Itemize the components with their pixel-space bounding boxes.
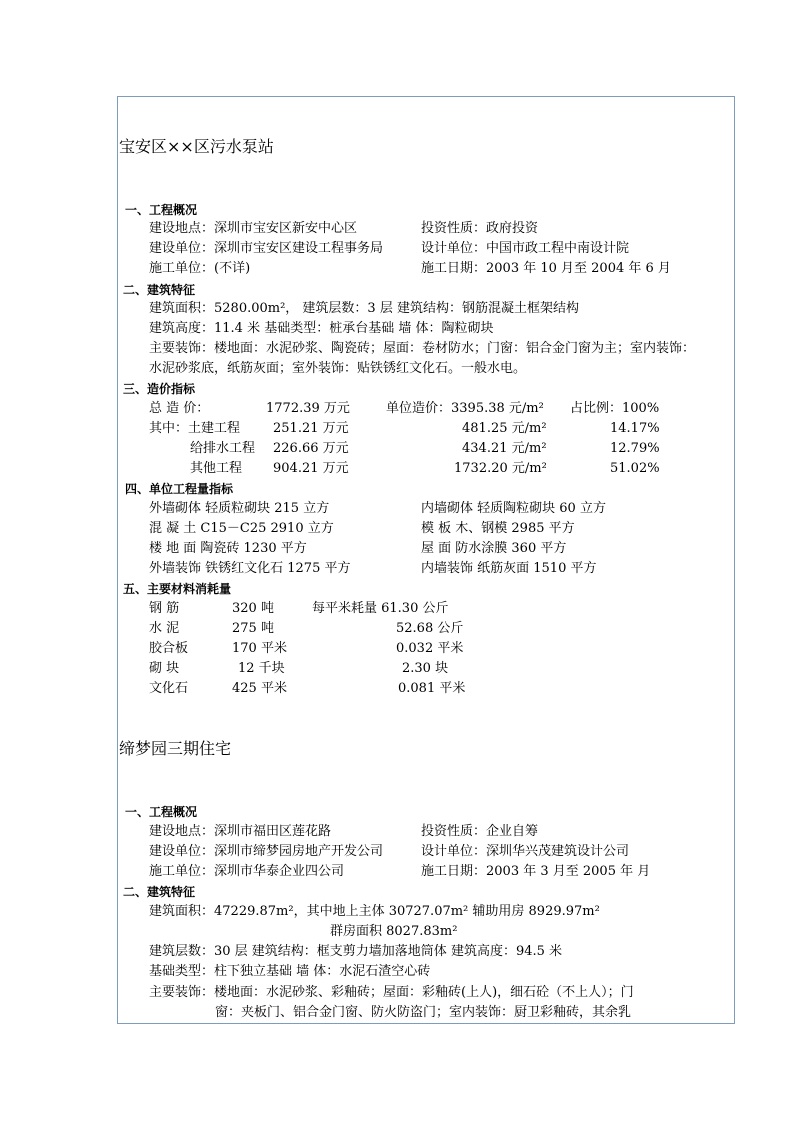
p1-mat-1-per: 每平米耗量 61.30 公斤 bbox=[312, 601, 449, 616]
p1-cost-total-label: 总 造 价： bbox=[149, 401, 210, 416]
p1-mat-2-amount: 275 吨 bbox=[232, 621, 274, 636]
p1-mat-3-name: 胶合板 bbox=[149, 641, 189, 656]
p2-investment-type: 投资性质：企业自筹 bbox=[421, 824, 539, 839]
p2-construction-date: 施工日期：2003 年 3 月至 2005 年 月 bbox=[421, 864, 651, 879]
p1-cost-civil-unit: 481.25 元/m² bbox=[462, 421, 547, 436]
p1-section-materials: 五、主要材料消耗量 bbox=[123, 582, 232, 596]
p1-mat-1-amount: 320 吨 bbox=[232, 601, 274, 616]
p1-cost-total-value: 1772.39 万元 bbox=[266, 401, 350, 416]
p1-qty-4a: 外墙装饰 铁锈红文化石 1275 平方 bbox=[149, 561, 351, 576]
p1-qty-1b: 内墙砌体 轻质陶粒砌块 60 立方 bbox=[421, 501, 606, 516]
p1-construction-unit: 施工单位：(不详) bbox=[149, 261, 251, 276]
p2-construction-unit: 施工单位：深圳市华泰企业四公司 bbox=[149, 864, 345, 879]
p1-mat-3-per: 0.032 平米 bbox=[396, 641, 464, 656]
p1-qty-2a: 混 凝 土 C15－C25 2910 立方 bbox=[149, 521, 334, 536]
p1-cost-other-unit: 1732.20 元/m² bbox=[454, 461, 547, 476]
p2-feature-line-3: 建筑层数：30 层 建筑结构：框支剪力墙加落地筒体 建筑高度：94.5 米 bbox=[149, 944, 563, 959]
p2-feature-line-5: 主要装饰：楼地面：水泥砂浆、彩釉砖；屋面：彩釉砖(上人)，细石砼（不上人）；门 bbox=[149, 985, 634, 1000]
p2-section-features: 二、建筑特征 bbox=[123, 885, 196, 899]
p1-feature-line-1: 建筑面积：5280.00m²， 建筑层数：3 层 建筑结构：钢筋混凝土框架结构 bbox=[149, 301, 579, 316]
p1-cost-unit: 单位造价：3395.38 元/m² bbox=[386, 401, 544, 416]
p1-mat-4-per: 2.30 块 bbox=[402, 661, 449, 676]
p1-build-unit: 建设单位：深圳市宝安区建设工程事务局 bbox=[149, 241, 384, 256]
p2-design-unit: 设计单位：深圳华兴茂建筑设计公司 bbox=[421, 844, 630, 859]
p1-mat-2-name: 水 泥 bbox=[149, 621, 180, 636]
p1-section-quantity: 四、单位工程量指标 bbox=[125, 482, 234, 496]
p2-build-location: 建设地点：深圳市福田区莲花路 bbox=[149, 824, 332, 839]
p1-mat-3-amount: 170 平米 bbox=[232, 641, 287, 656]
p1-cost-civil-ratio: 14.17% bbox=[610, 421, 660, 436]
p1-section-features: 二、建筑特征 bbox=[123, 283, 196, 297]
p1-cost-water-label: 给排水工程 bbox=[190, 441, 256, 456]
p1-qty-3b: 屋 面 防水涂膜 360 平方 bbox=[421, 541, 567, 556]
p1-cost-civil-label: 其中：土建工程 bbox=[149, 421, 241, 436]
p1-qty-1a: 外墙砌体 轻质粒砌块 215 立方 bbox=[149, 501, 330, 516]
p1-cost-water-unit: 434.21 元/m² bbox=[462, 441, 547, 456]
p1-section-overview: 一、工程概况 bbox=[125, 203, 198, 217]
project1-title: 宝安区××区污水泵站 bbox=[119, 137, 274, 156]
p1-design-unit: 设计单位：中国市政工程中南设计院 bbox=[421, 241, 630, 256]
p2-feature-line-4: 基础类型：柱下独立基础 墙 体：水泥石渣空心砖 bbox=[149, 964, 431, 979]
p2-build-unit: 建设单位：深圳市缔梦园房地产开发公司 bbox=[149, 844, 384, 859]
p1-mat-5-amount: 425 平米 bbox=[232, 681, 287, 696]
p2-feature-line-1: 建筑面积：47229.87m²，其中地上主体 30727.07m² 辅助用房 8929.97m² bbox=[149, 904, 600, 919]
p1-build-location: 建设地点：深圳市宝安区新安中心区 bbox=[149, 221, 358, 236]
p1-mat-4-amount: 12 千块 bbox=[238, 661, 285, 676]
p1-qty-3a: 楼 地 面 陶瓷砖 1230 平方 bbox=[149, 541, 307, 556]
p2-feature-line-6: 窗：夹板门、铝合金门窗、防火防盗门；室内装饰：厨卫彩釉砖，其余乳 bbox=[215, 1005, 632, 1020]
p1-section-cost: 三、造价指标 bbox=[123, 382, 196, 396]
p1-mat-5-per: 0.081 平米 bbox=[398, 681, 466, 696]
p1-mat-5-name: 文化石 bbox=[149, 681, 189, 696]
p2-feature-line-2: 群房面积 8027.83m² bbox=[330, 924, 458, 939]
p1-cost-water-value: 226.66 万元 bbox=[273, 441, 349, 456]
p1-mat-4-name: 砌 块 bbox=[149, 661, 180, 676]
project2-title: 缔梦园三期住宅 bbox=[119, 739, 232, 758]
p1-cost-ratio: 占比例：100% bbox=[570, 401, 660, 416]
p1-cost-civil-value: 251.21 万元 bbox=[273, 421, 349, 436]
p1-feature-line-2: 建筑高度：11.4 米 基础类型：桩承台基础 墙 体：陶粒砌块 bbox=[149, 321, 494, 336]
p1-mat-1-name: 钢 筋 bbox=[149, 601, 180, 616]
p1-cost-other-label: 其他工程 bbox=[190, 461, 243, 476]
p1-cost-other-ratio: 51.02% bbox=[610, 461, 660, 476]
p1-feature-line-4: 水泥砂浆底，纸筋灰面；室外装饰：贴铁锈红文化石。一般水电。 bbox=[149, 361, 527, 376]
p1-mat-2-per: 52.68 公斤 bbox=[396, 621, 464, 636]
p1-investment-type: 投资性质：政府投资 bbox=[421, 221, 539, 236]
p1-cost-other-value: 904.21 万元 bbox=[273, 461, 349, 476]
p1-cost-water-ratio: 12.79% bbox=[610, 441, 660, 456]
p1-feature-line-3: 主要装饰：楼地面：水泥砂浆、陶瓷砖；屋面：卷材防水；门窗：铝合金门窗为主；室内装饰： bbox=[149, 341, 696, 356]
p1-qty-4b: 内墙装饰 纸筋灰面 1510 平方 bbox=[421, 561, 597, 576]
p1-construction-date: 施工日期：2003 年 10 月至 2004 年 6 月 bbox=[421, 261, 671, 276]
p2-section-overview: 一、工程概况 bbox=[125, 805, 198, 819]
p1-qty-2b: 模 板 木、钢模 2985 平方 bbox=[421, 521, 575, 536]
